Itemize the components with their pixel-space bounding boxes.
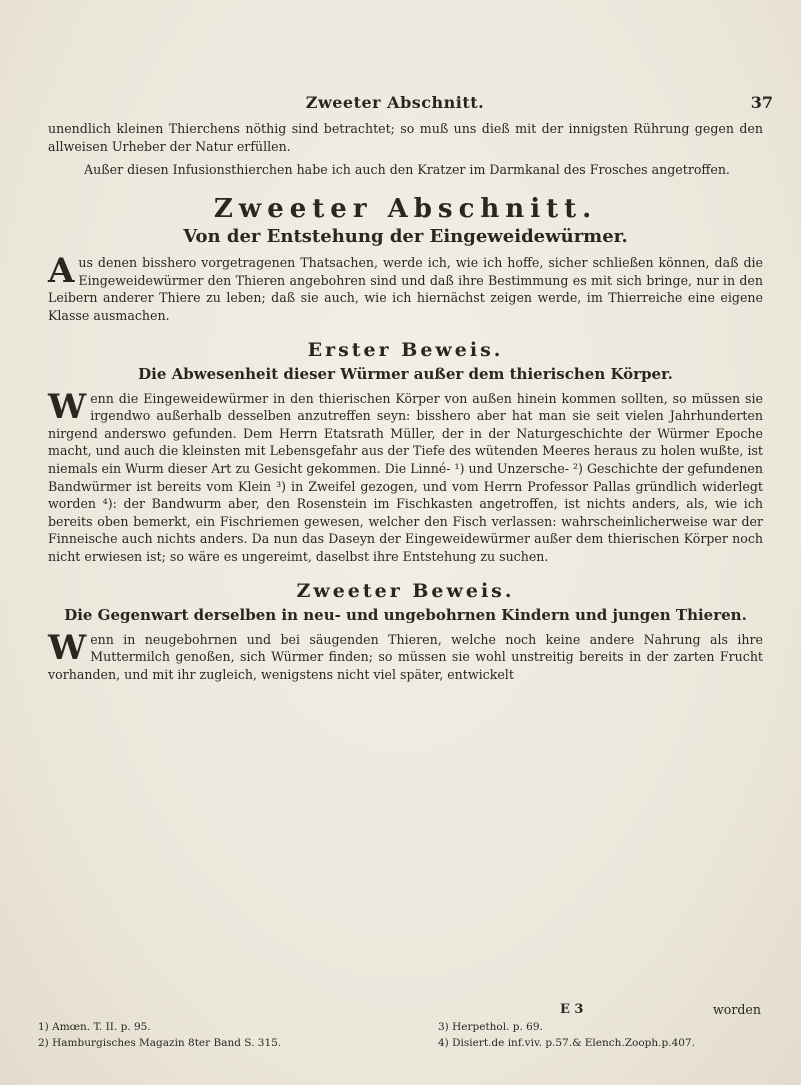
page-number: 37 xyxy=(750,93,773,112)
section-subtitle: Von der Entstehung der Eingeweidewürmer. xyxy=(183,226,628,248)
section-paragraph-text: us denen bisshero vorgetragenen Thatsachen, werde ich, wie ich hoffe, sicher schließen können, daß die Eingeweidewürmer den Thieren angebohren sind und daß ihre Bestimmung es mit sich bringe, nur in den Leibern anderer Thiere zu leben; daß sie auch, wie ich hiernächst zeigen werde, im Thierreiche eine eigene Klasse ausmachen. xyxy=(48,254,763,323)
proof1-paragraph-text: enn die Eingeweidewürmer in den thierischen Körper von außen hinein kommen sollten, so müssen sie irgendwo außerhalb desselben anzutreffen seyn: bisshero aber hat man sie seit vielen Jahrhunderten nirgend anderswo gefunden. Dem Herrn Etatsrath Müller, der in der Naturgeschichte der Würmer Epoche macht, und auch die kleinsten mit Lebensgefahr aus der Tiefe des wütenden Meeres heraus zu holen wußte, ist niemals ein Wurm dieser Art zu Gesicht gekommen. Die Linné- ¹) und Unzersche- ²) Geschichte der gefundenen Bandwürmer ist bereits vom Klein ³) in Zweifel gezogen, und vom Herrn Professor Pallas gründlich widerlegt worden ⁴): der Bandwurm aber, den Rosenstein im Fischkasten angetroffen, ist nichts anders, als, wie ich bereits oben bemerkt, ein Fischriemen gewesen, welcher den Fisch verlassen: wahrscheinlicherweise war der Finneische auch nichts anders. Da nun das Daseyn der Eingeweidewürmer außer dem thierischen Körper noch nicht erwiesen ist; so wäre es ungereimt, daselbst ihre Entstehung zu suchen. xyxy=(48,390,763,564)
footnote-2: 2) Hamburgisches Magazin 8ter Band S. 315. xyxy=(38,1037,282,1049)
section-paragraph xyxy=(48,250,763,324)
proof2-paragraph xyxy=(48,627,763,684)
proof2-paragraph-text: enn in neugebohrnen und bei säugenden Thieren, welche noch keine andere Nahrung als ihre Muttermilch genoßen, sich Würmer finden; so müssen sie wohl unstreitig bereits in der zarten Frucht vorhanden, und mit ihr zugleich, wenigstens nicht viel später, entwickelt xyxy=(48,631,763,682)
proof1-title: Erster Beweis. xyxy=(307,339,504,362)
proof2-title: Zweeter Beweis. xyxy=(296,580,515,603)
section-title: Zweeter Abschnitt. xyxy=(213,193,598,224)
proof1-subtitle: Die Abwesenheit dieser Würmer außer dem thierischen Körper. xyxy=(138,364,673,383)
footnote-1: 1) Amœn. T. II. p. 95. xyxy=(38,1021,151,1033)
intro-paragraph-1: unendlich kleinen Thierchens nöthig sind betrachtet; so muß uns dieß mit der innigsten Rührung gegen den allweisen Urheber der Natur erfüllen. xyxy=(48,121,763,154)
intro-paragraph-2: Außer diesen Infusionsthierchen habe ich auch den Kratzer im Darmkanal des Frosches angetroffen. xyxy=(84,162,730,178)
main-text xyxy=(48,120,763,689)
footnote-3: 3) Herpethol. p. 69. xyxy=(438,1021,543,1033)
dropcap-letter: A xyxy=(48,250,75,291)
proof1-paragraph xyxy=(48,386,763,566)
catchword: worden xyxy=(712,1002,761,1017)
proof2-subtitle: Die Gegenwart derselben in neu- und ungebohrnen Kindern und jungen Thieren. xyxy=(64,606,747,625)
dropcap-letter: W xyxy=(48,386,87,427)
running-title: Zweeter Abschnitt. xyxy=(305,93,485,112)
dropcap-letter: W xyxy=(48,627,87,668)
footnote-4: 4) Disiert.de inf.viv. p.57.& Elench.Zooph.p.407. xyxy=(438,1037,695,1049)
signature-mark: E 3 xyxy=(560,1002,584,1017)
page-header xyxy=(0,93,801,115)
